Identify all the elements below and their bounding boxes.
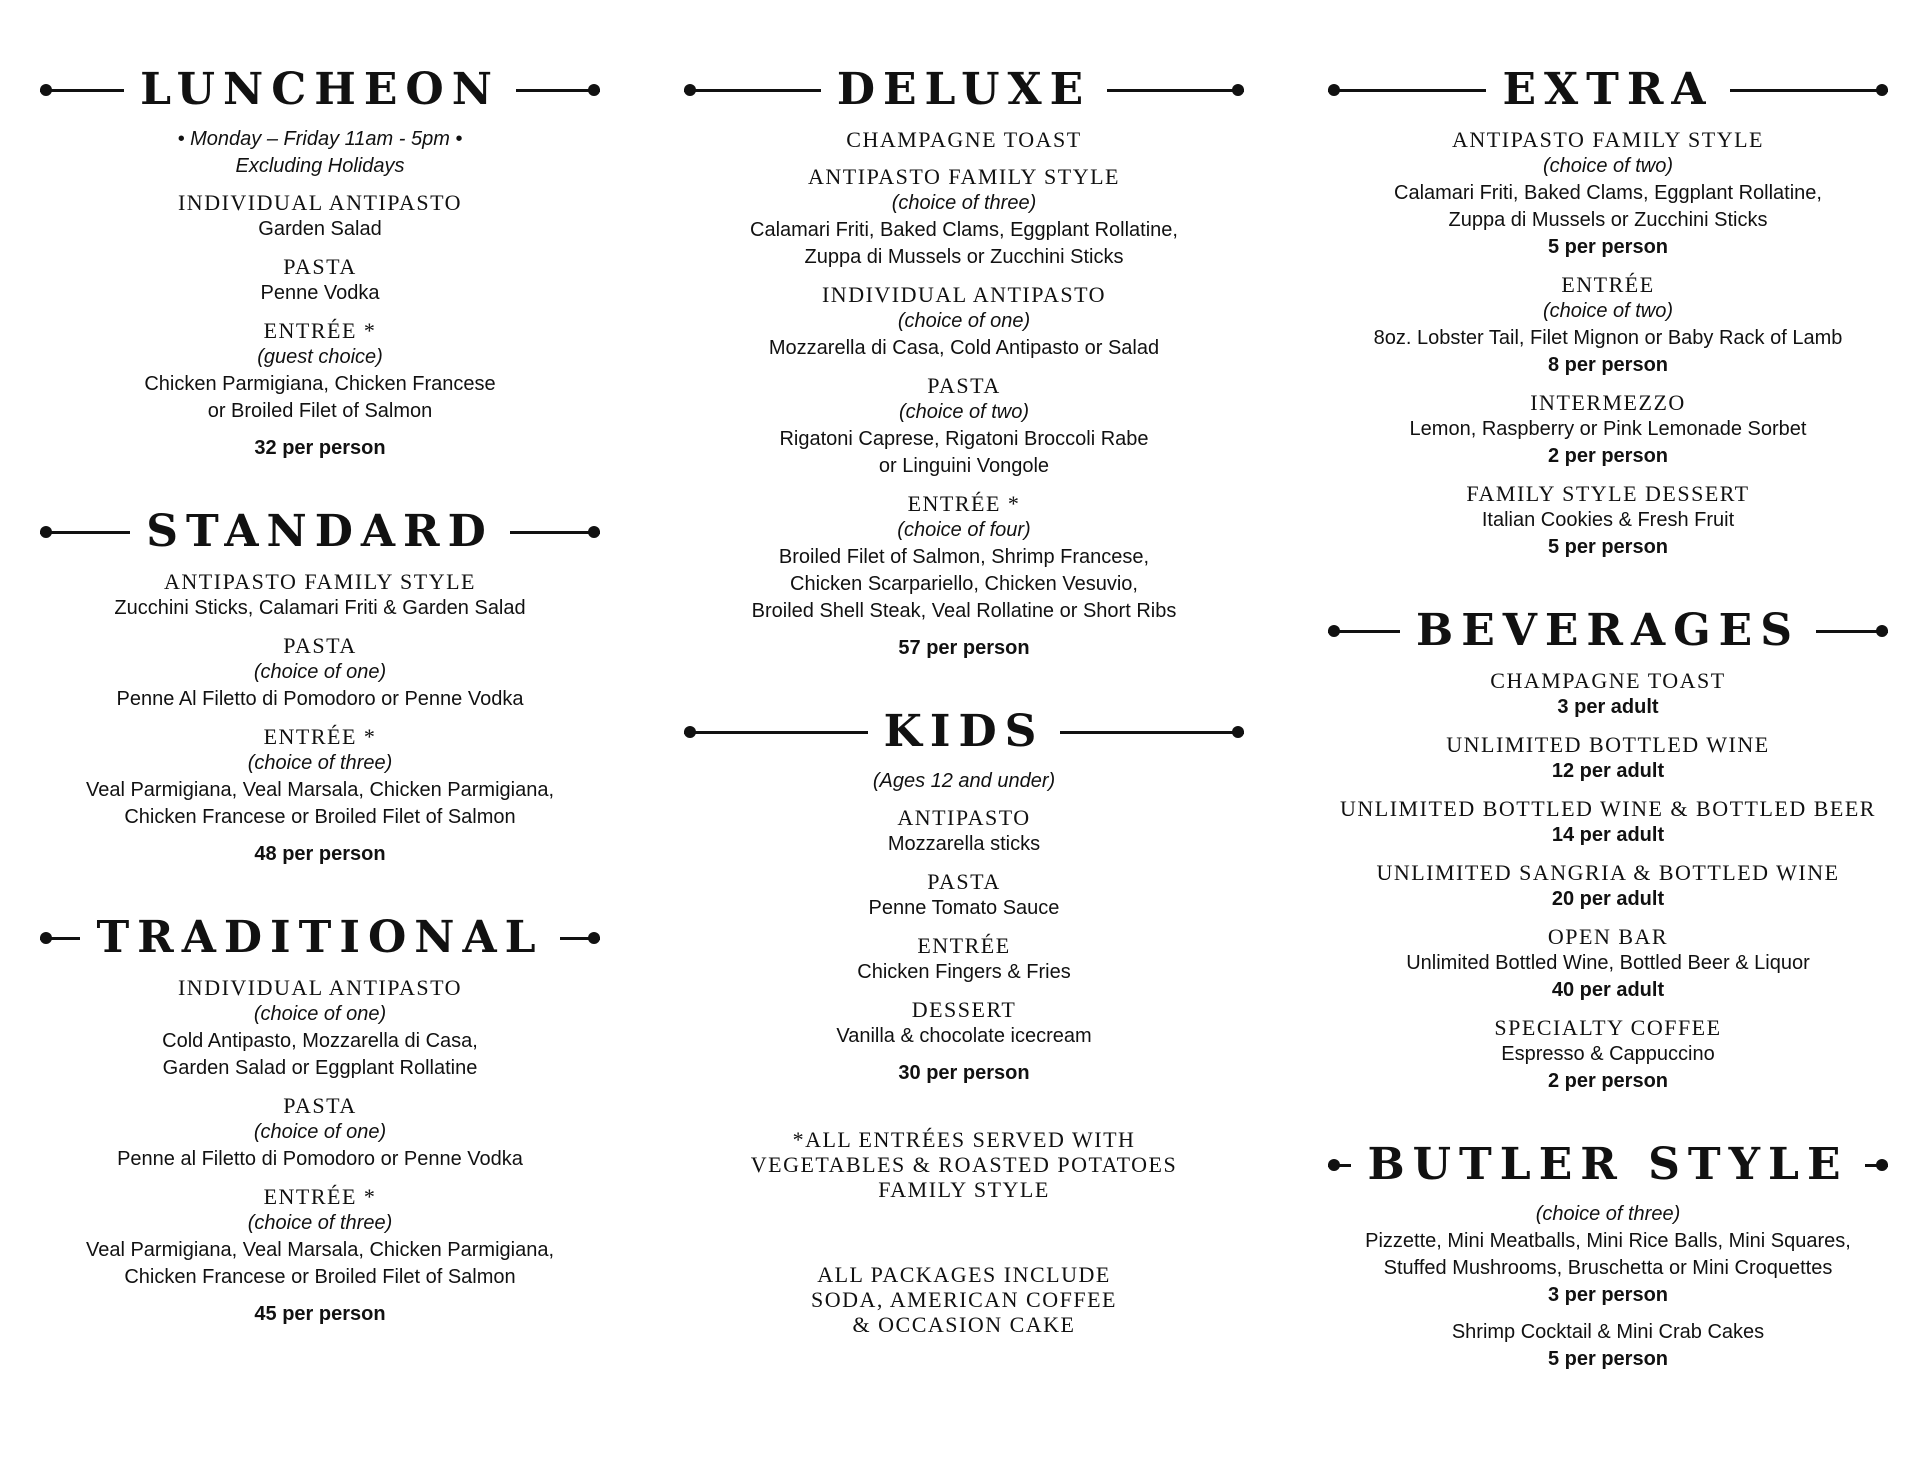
item-price: 14 per adult (1551, 824, 1665, 846)
item-note: (choice of three) (247, 752, 393, 774)
item-price: 20 per adult (1551, 888, 1665, 910)
item-title: PASTA (927, 869, 1001, 894)
item-note: (choice of one) (253, 1121, 387, 1143)
entrees-note-line: VEGETABLES & ROASTED POTATOES (750, 1152, 1178, 1177)
packages-note-line: & OCCASION CAKE (852, 1312, 1076, 1337)
menu-item (1328, 1319, 1888, 1373)
section-deluxe (684, 60, 1244, 662)
item-desc: Veal Parmigiana, Veal Marsala, Chicken Parmigiana, (85, 779, 555, 801)
section-title: TRADITIONAL (96, 912, 544, 963)
section-price: 30 per person (898, 1062, 1030, 1084)
item-desc: Mozzarella di Casa, Cold Antipasto or Salad (768, 337, 1160, 359)
item-desc: Mozzarella sticks (887, 833, 1041, 855)
menu-item (1328, 859, 1888, 913)
menu-item (684, 372, 1244, 480)
header-rule-right (1730, 84, 1888, 96)
item-desc: Italian Cookies & Fresh Fruit (1481, 509, 1735, 531)
item-note: (choice of one) (253, 661, 387, 683)
item-desc: Penne Al Filetto di Pomodoro or Penne Vodka (116, 688, 524, 710)
item-note: (choice of three) (247, 1212, 393, 1234)
schedule: • Monday – Friday 11am - 5pm • (177, 128, 463, 150)
section-butler-style (1328, 1135, 1888, 1373)
packages-note-line: SODA, AMERICAN COFFEE (811, 1287, 1117, 1312)
menu-item (1328, 480, 1888, 561)
item-desc: Penne Vodka (260, 282, 380, 304)
section-title: EXTRA (1502, 64, 1714, 115)
item-desc: Broiled Shell Steak, Veal Rollatine or Short Ribs (751, 600, 1177, 622)
item-note: (choice of four) (897, 519, 1031, 541)
item-note: (choice of three) (891, 192, 1037, 214)
item-title: SPECIALTY COFFEE (1494, 1015, 1722, 1040)
item-desc: Chicken Scarpariello, Chicken Vesuvio, (790, 573, 1138, 595)
section-header (684, 702, 1244, 762)
item-title: ENTRÉE * (263, 724, 377, 749)
section-title: BUTLER STYLE (1367, 1139, 1849, 1190)
menu-item (1328, 126, 1888, 261)
item-note: (guest choice) (257, 346, 383, 368)
item-desc: Garden Salad or Eggplant Rollatine (162, 1057, 478, 1079)
item-title: PASTA (283, 254, 357, 279)
section-extra (1328, 60, 1888, 561)
item-title: ANTIPASTO FAMILY STYLE (808, 164, 1120, 189)
item-title: DESSERT (911, 997, 1017, 1022)
header-rule-right (516, 84, 600, 96)
item-desc: Zuppa di Mussels or Zucchini Sticks (1448, 209, 1768, 231)
section-kids (684, 702, 1244, 1087)
menu-item (1328, 389, 1888, 470)
item-title: ANTIPASTO FAMILY STYLE (164, 569, 476, 594)
header-rule-left (1328, 1159, 1351, 1171)
item-desc: Calamari Friti, Baked Clams, Eggplant Rollatine, (750, 219, 1178, 241)
item-price: 5 per person (1547, 236, 1669, 258)
section-subtitle: (Ages 12 and under) (872, 770, 1056, 792)
section-price: 45 per person (254, 1303, 386, 1325)
menu-item (684, 868, 1244, 922)
section-header (40, 908, 600, 968)
menu-item (40, 568, 600, 622)
item-desc: Shrimp Cocktail & Mini Crab Cakes (1451, 1321, 1765, 1343)
menu-item (684, 804, 1244, 858)
item-desc: Chicken Fingers & Fries (857, 961, 1071, 983)
section-price: 48 per person (254, 843, 386, 865)
item-title: CHAMPAGNE TOAST (1490, 668, 1726, 693)
item-desc: Pizzette, Mini Meatballs, Mini Rice Balls, Mini Squares, (1365, 1230, 1851, 1252)
menu-item (1328, 731, 1888, 785)
header-rule-left (684, 84, 821, 96)
menu-item (40, 632, 600, 713)
section-beverages (1328, 601, 1888, 1095)
item-price: 3 per person (1547, 1284, 1669, 1306)
item-desc: Chicken Parmigiana, Chicken Francese (144, 373, 496, 395)
menu-item (40, 1183, 600, 1291)
item-title: INDIVIDUAL ANTIPASTO (177, 975, 463, 1000)
item-desc: Stuffed Mushrooms, Bruschetta or Mini Croquettes (1383, 1257, 1833, 1279)
menu-item (40, 974, 600, 1082)
item-title: ENTRÉE (917, 933, 1011, 958)
item-desc: Broiled Filet of Salmon, Shrimp Francese, (778, 546, 1150, 568)
section-header (40, 502, 600, 562)
item-title: UNLIMITED SANGRIA & BOTTLED WINE (1376, 860, 1840, 885)
item-title: FAMILY STYLE DESSERT (1466, 481, 1750, 506)
menu-item (684, 281, 1244, 362)
section-standard (40, 502, 600, 868)
item-desc: Vanilla & chocolate icecream (836, 1025, 1092, 1047)
item-title: ANTIPASTO (897, 805, 1031, 830)
menu-item (40, 317, 600, 425)
item-price: 8 per person (1547, 354, 1669, 376)
item-title: ENTRÉE * (263, 318, 377, 343)
item-title: PASTA (927, 373, 1001, 398)
item-title: INDIVIDUAL ANTIPASTO (821, 282, 1107, 307)
menu-item (684, 163, 1244, 271)
item-desc: Penne Tomato Sauce (868, 897, 1060, 919)
menu-item (1328, 667, 1888, 721)
section-luncheon (40, 60, 600, 462)
item-note: (choice of two) (1542, 155, 1674, 177)
item-desc: Zucchini Sticks, Calamari Friti & Garden Salad (114, 597, 526, 619)
item-desc: Chicken Francese or Broiled Filet of Salmon (124, 806, 516, 828)
entrees-note (684, 1127, 1244, 1202)
header-rule-left (40, 526, 130, 538)
column-right (1328, 60, 1888, 1413)
item-desc: Chicken Francese or Broiled Filet of Salmon (124, 1266, 516, 1288)
header-rule-right (560, 932, 600, 944)
entrees-note-line: *ALL ENTRÉES SERVED WITH (792, 1127, 1136, 1152)
menu-item (1328, 795, 1888, 849)
menu-item (40, 723, 600, 831)
item-note: (choice of three) (1535, 1203, 1681, 1225)
item-note: (choice of two) (898, 401, 1030, 423)
section-title: BEVERAGES (1416, 605, 1800, 656)
column-left (40, 60, 600, 1368)
menu-item (1328, 271, 1888, 379)
item-note: (choice of one) (253, 1003, 387, 1025)
header-rule-left (1328, 84, 1486, 96)
item-desc: Lemon, Raspberry or Pink Lemonade Sorbet (1409, 418, 1807, 440)
section-traditional (40, 908, 600, 1328)
section-title: LUNCHEON (140, 64, 500, 115)
item-desc: 8oz. Lobster Tail, Filet Mignon or Baby Rack of Lamb (1373, 327, 1843, 349)
section-header (684, 60, 1244, 120)
item-title: INDIVIDUAL ANTIPASTO (177, 190, 463, 215)
item-desc: Zuppa di Mussels or Zucchini Sticks (804, 246, 1124, 268)
item-desc: Garden Salad (258, 218, 382, 240)
menu-item (1328, 923, 1888, 1004)
menu-item (1328, 1201, 1888, 1309)
column-middle (684, 60, 1244, 1337)
menu-item (684, 932, 1244, 986)
entrees-note-line: FAMILY STYLE (878, 1177, 1050, 1202)
item-desc: or Broiled Filet of Salmon (207, 400, 433, 422)
section-price: 32 per person (254, 437, 386, 459)
item-desc: Rigatoni Caprese, Rigatoni Broccoli Rabe (779, 428, 1149, 450)
item-title: CHAMPAGNE TOAST (846, 127, 1082, 152)
item-desc: Unlimited Bottled Wine, Bottled Beer & Liquor (1406, 952, 1810, 974)
item-price: 12 per adult (1551, 760, 1665, 782)
section-header (1328, 60, 1888, 120)
header-rule-left (40, 932, 80, 944)
section-header (1328, 601, 1888, 661)
item-price: 40 per adult (1551, 979, 1665, 1001)
menu-item (40, 1092, 600, 1173)
item-desc: Penne al Filetto di Pomodoro or Penne Vodka (117, 1148, 523, 1170)
item-title: ENTRÉE * (907, 491, 1021, 516)
item-desc: Cold Antipasto, Mozzarella di Casa, (162, 1030, 478, 1052)
section-title: KIDS (883, 706, 1045, 757)
header-rule-right (1816, 625, 1888, 637)
item-title: UNLIMITED BOTTLED WINE (1446, 732, 1770, 757)
item-title: OPEN BAR (1547, 924, 1669, 949)
header-rule-right (1865, 1159, 1888, 1171)
item-title: PASTA (283, 1093, 357, 1118)
menu-item (40, 253, 600, 307)
item-desc: Calamari Friti, Baked Clams, Eggplant Rollatine, (1394, 182, 1822, 204)
section-title: DELUXE (836, 64, 1092, 115)
item-note: (choice of two) (1542, 300, 1674, 322)
schedule-note: Excluding Holidays (235, 155, 405, 177)
item-price: 5 per person (1547, 1348, 1669, 1370)
header-rule-left (40, 84, 124, 96)
menu-item (684, 126, 1244, 153)
item-title: ANTIPASTO FAMILY STYLE (1452, 127, 1764, 152)
item-title: ENTRÉE * (263, 1184, 377, 1209)
item-title: INTERMEZZO (1530, 390, 1686, 415)
header-rule-left (1328, 625, 1400, 637)
header-rule-right (510, 526, 600, 538)
menu-item (1328, 1014, 1888, 1095)
item-desc: Veal Parmigiana, Veal Marsala, Chicken Parmigiana, (85, 1239, 555, 1261)
item-desc: or Linguini Vongole (878, 455, 1050, 477)
item-desc: Espresso & Cappuccino (1501, 1043, 1715, 1065)
item-price: 5 per person (1547, 536, 1669, 558)
section-price: 57 per person (898, 637, 1030, 659)
header-rule-right (1107, 84, 1244, 96)
section-header (1328, 1135, 1888, 1195)
section-title: STANDARD (146, 506, 494, 557)
packages-note-line: ALL PACKAGES INCLUDE (817, 1262, 1111, 1287)
item-price: 2 per person (1547, 445, 1669, 467)
item-title: ENTRÉE (1561, 272, 1655, 297)
item-price: 2 per person (1547, 1070, 1669, 1092)
menu-item (40, 189, 600, 243)
item-price: 3 per adult (1557, 696, 1659, 718)
item-title: PASTA (283, 633, 357, 658)
header-rule-left (684, 726, 868, 738)
item-title: UNLIMITED BOTTLED WINE & BOTTLED BEER (1340, 796, 1876, 821)
menu-item (684, 996, 1244, 1050)
section-header (40, 60, 600, 120)
item-note: (choice of one) (897, 310, 1031, 332)
packages-note (684, 1262, 1244, 1337)
header-rule-right (1060, 726, 1244, 738)
menu-item (684, 490, 1244, 625)
